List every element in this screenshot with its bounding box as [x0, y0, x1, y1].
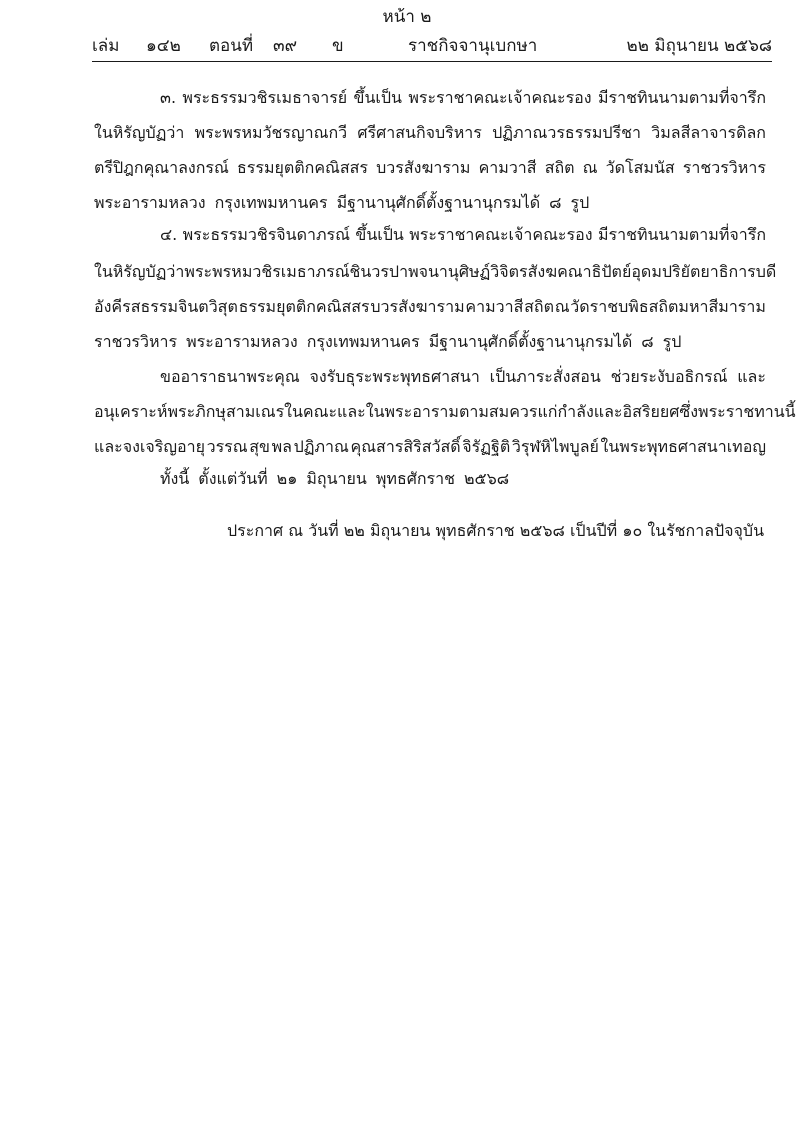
header-rule: [92, 61, 772, 62]
page-number: หน้า ๒: [382, 7, 432, 27]
word: ธรรมยุตติกคณิสสร: [238, 297, 370, 316]
word: กรุงเทพมหานคร: [214, 193, 328, 212]
publication-name: ราชกิจจานุเบกษา: [408, 36, 538, 56]
word: และอิสริยยศซึ่งพระราชทานนี้: [593, 402, 796, 421]
word: วัดโสมนัส: [605, 158, 675, 177]
word: ในหิรัญบัฏว่า: [94, 262, 185, 281]
blessing-line-3: [94, 434, 766, 460]
word: ช่วยระงับอธิกรณ์: [610, 367, 728, 386]
word: ธรรมยุตติกคณิสสร: [236, 158, 368, 177]
word: มิถุนายน: [306, 469, 367, 488]
word: ราชวรวิหาร: [94, 332, 178, 351]
word: พระราชาคณะเจ้าคณะรอง: [408, 88, 592, 107]
word: และ: [737, 367, 766, 386]
word: คามวาสี: [465, 297, 524, 316]
item4-line-1: [160, 222, 766, 248]
item3-line-3: [94, 155, 766, 181]
word: พระพรหมวชิรเมธาภรณ์: [184, 262, 350, 281]
word: วิจิตรสังฆคณาธิปัตย์: [490, 262, 632, 281]
word: บวรสังฆาราม: [370, 297, 465, 316]
volume-label: เล่ม: [92, 36, 120, 56]
word: ทั้งนี้: [160, 469, 190, 488]
section-label: ตอนที่: [209, 36, 254, 56]
word: รูป: [662, 332, 682, 351]
word: ชินวรปาพจนานุศิษฏ์: [349, 262, 491, 281]
section-type: ข: [332, 36, 344, 56]
word: ๓.: [160, 88, 177, 107]
proclamation-date: ประกาศ ณ วันที่ ๒๒ มิถุนายน พุทธศักราช ๒๕๖๘ เป็นปีที่ ๑๐ ในรัชกาลปัจจุบัน: [227, 521, 764, 540]
word: พุทธศักราช: [375, 469, 455, 488]
word: วรรณ: [206, 437, 248, 456]
word: ในพระพุทธศาสนาเทอญ: [600, 437, 766, 456]
word: วัดราชบพิธสถิตมหาสีมาราม: [570, 297, 766, 316]
item3-line-1: [160, 85, 766, 111]
word: ขึ้นเป็น: [353, 88, 402, 107]
word: พระพรหมวัชรญาณกวี: [194, 123, 348, 142]
word: จิรัฏฐิติ: [462, 437, 511, 456]
word: ณ: [582, 158, 598, 177]
word: ๒๑: [276, 469, 298, 488]
word: อังคีรสธรรมจินตวิสุต: [94, 297, 238, 316]
word: ขออาราธนาพระคุณ: [160, 367, 300, 386]
word: ราชวรวิหาร: [682, 158, 766, 177]
word: ตรีปิฎกคุณาลงกรณ์: [94, 158, 229, 177]
word: มีราชทินนามตามที่จารึก: [597, 88, 766, 107]
word: และจงเจริญอายุ: [94, 437, 205, 456]
word: ตั้งแต่วันที่: [198, 469, 268, 488]
item3-line-2: [94, 120, 766, 146]
word: อนุเคราะห์พระภิกษุสามเณรในคณะและในพระอาราม: [94, 402, 459, 421]
word: ขึ้นเป็น: [355, 225, 404, 244]
word: พระอารามหลวง: [94, 193, 206, 212]
word: อุดมปริยัตยาธิการบดี: [631, 262, 777, 281]
section-number: ๓๙: [273, 36, 298, 56]
word: ปฏิภาณ: [293, 437, 349, 456]
item4-line-3: [94, 294, 766, 320]
word: ณ: [554, 297, 570, 316]
item3-line-4: [94, 190, 598, 216]
word: ศรีศาสนกิจบริหาร: [357, 123, 482, 142]
word: พระธรรมวชิรเมธาจารย์: [182, 88, 348, 107]
word: ปฏิภาณวรธรรมปรีชา: [492, 123, 642, 142]
word: เป็นภาระสั่งสอน: [489, 367, 601, 386]
word: ในหิรัญบัฏว่า: [94, 123, 185, 142]
publication-date: ๒๒ มิถุนายน ๒๕๖๘: [626, 36, 772, 56]
word: สถิต: [524, 297, 554, 316]
word: จงรับธุระพระพุทธศาสนา: [309, 367, 480, 386]
word: วิรุฬหิไพบูลย์: [511, 437, 599, 456]
word: พระธรรมวชิรจินดาภรณ์: [182, 225, 350, 244]
word: ๘: [549, 193, 562, 212]
blessing-line-1: [160, 364, 766, 390]
word: ๘: [641, 332, 654, 351]
word: ๔.: [160, 225, 178, 244]
word: บวรสังฆาราม: [376, 158, 471, 177]
word: พล: [271, 437, 292, 456]
volume-number: ๑๔๒: [146, 36, 181, 56]
word: คุณสารสิริสวัสดิ์: [350, 437, 461, 456]
word: ๒๕๖๘: [463, 469, 510, 488]
word: สถิต: [544, 158, 575, 177]
word: มีฐานานุศักดิ์ตั้งฐานานุกรมได้: [336, 193, 541, 212]
word: พระอารามหลวง: [186, 332, 298, 351]
word: รูป: [570, 193, 590, 212]
item4-line-4: [94, 329, 690, 355]
word: พระราชาคณะเจ้าคณะรอง: [409, 225, 593, 244]
word: กรุงเทพมหานคร: [306, 332, 420, 351]
word: วิมลสีลาจารดิลก: [651, 123, 766, 142]
blessing-line-2: [94, 399, 796, 425]
item4-line-2: [94, 259, 777, 285]
running-head: [92, 33, 772, 59]
word: มีราชทินนามตามที่จารึก: [597, 225, 766, 244]
word: ตามสมควรแก่กำลัง: [458, 402, 594, 421]
word: สุข: [249, 437, 270, 456]
word: มีฐานานุศักดิ์ตั้งฐานานุกรมได้: [428, 332, 633, 351]
effective-date-line: [160, 466, 518, 492]
word: คามวาสี: [478, 158, 537, 177]
